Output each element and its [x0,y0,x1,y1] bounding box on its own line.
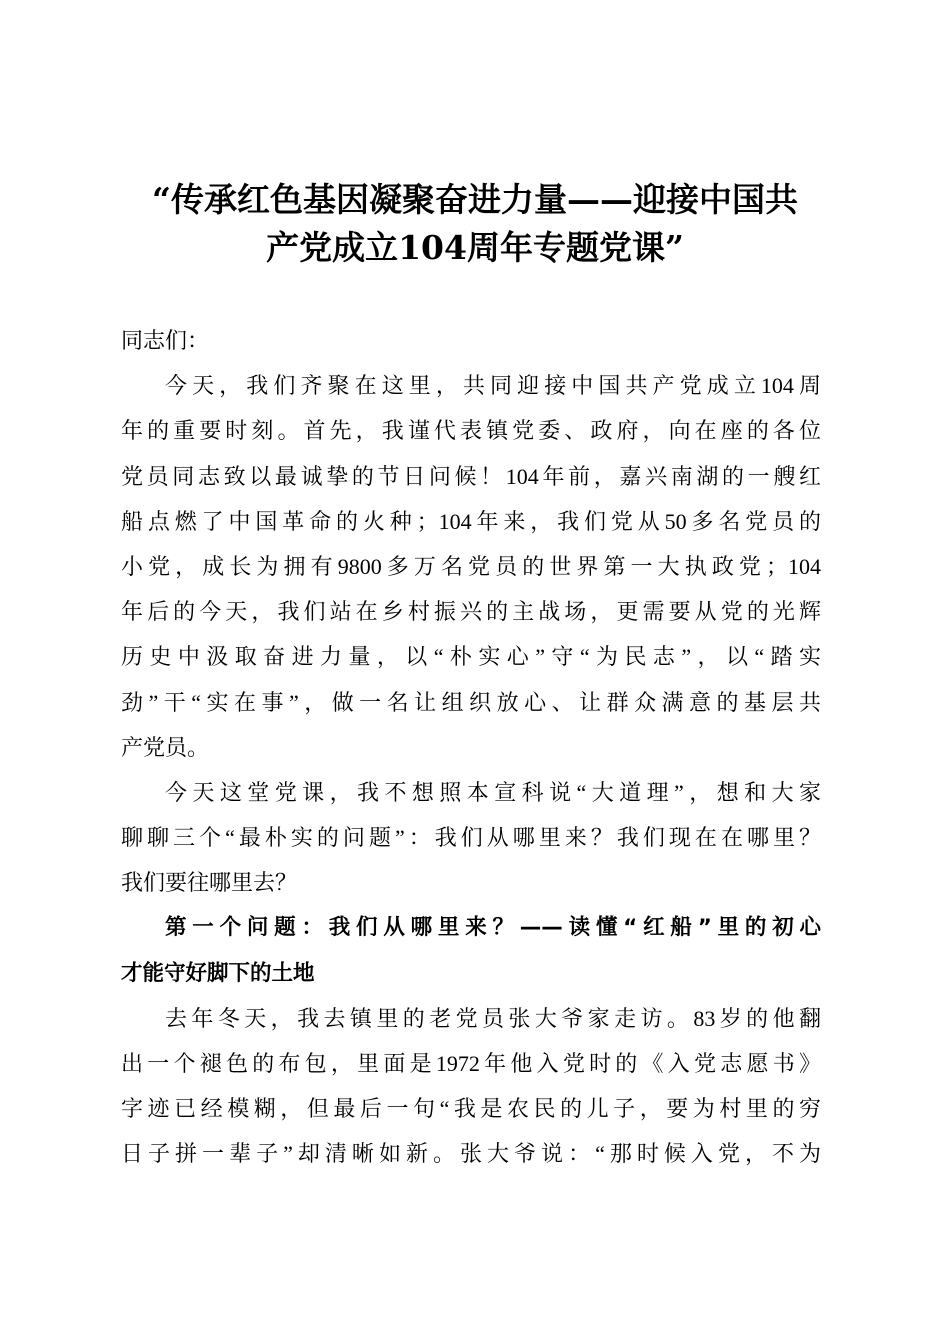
text-line: 去年冬天，我去镇里的老党员张大爷家走访。83岁的他翻 [165,1005,821,1031]
text-line: 日子拼一辈子”却清晰如新。张大爷说：“那时候入党，不为 [121,1141,821,1167]
text-line: 年后的今天，我们站在乡村振兴的主战场，更需要从党的光辉 [121,599,821,625]
salutation: 同志们： [121,328,210,353]
section-heading: 第一个问题：我们从哪里来？——读懂“红船”里的初心 [165,915,821,941]
text-line: 年的重要时刻。首先，我谨代表镇党委、政府，向在座的各位 [121,418,821,444]
text-line: 今天这堂党课，我不想照本宣科说“大道理”，想和大家 [165,779,821,805]
text-line: 产党员。 [121,734,210,760]
text-line: 字迹已经模糊，但最后一句“我是农民的儿子，要为村里的穷 [121,1096,821,1122]
title-line-2: 产党成立104周年专题党课” [266,228,684,267]
text-line: 劲”干“实在事”，做一名让组织放心、让群众满意的基层共 [121,689,821,715]
text-line: 出一个褪色的布包，里面是1972年他入党时的《入党志愿书》 [121,1051,821,1076]
section-heading: 才能守好脚下的土地 [121,960,315,986]
text-line: 船点燃了中国革命的火种；104年来，我们党从50多名党员的 [121,508,821,534]
title-line-1: “传承红色基因凝聚奋进力量——迎接中国共 [152,180,798,219]
text-line: 我们要往哪里去？ [121,870,298,896]
text-line: 历史中汲取奋进力量，以“朴实心”守“为民志”，以“踏实 [121,644,821,670]
document-body [121,318,821,1177]
page-title [120,176,830,272]
text-line: 党员同志致以最诚挚的节日问候！104年前，嘉兴南湖的一艘红 [121,463,821,489]
text-line: 小党，成长为拥有9800多万名党员的世界第一大执政党；104 [121,553,821,579]
text-line: 聊聊三个“最朴实的问题”：我们从哪里来？我们现在在哪里？ [121,825,821,851]
text-line: 今天，我们齐聚在这里，共同迎接中国共产党成立104周 [165,373,821,399]
